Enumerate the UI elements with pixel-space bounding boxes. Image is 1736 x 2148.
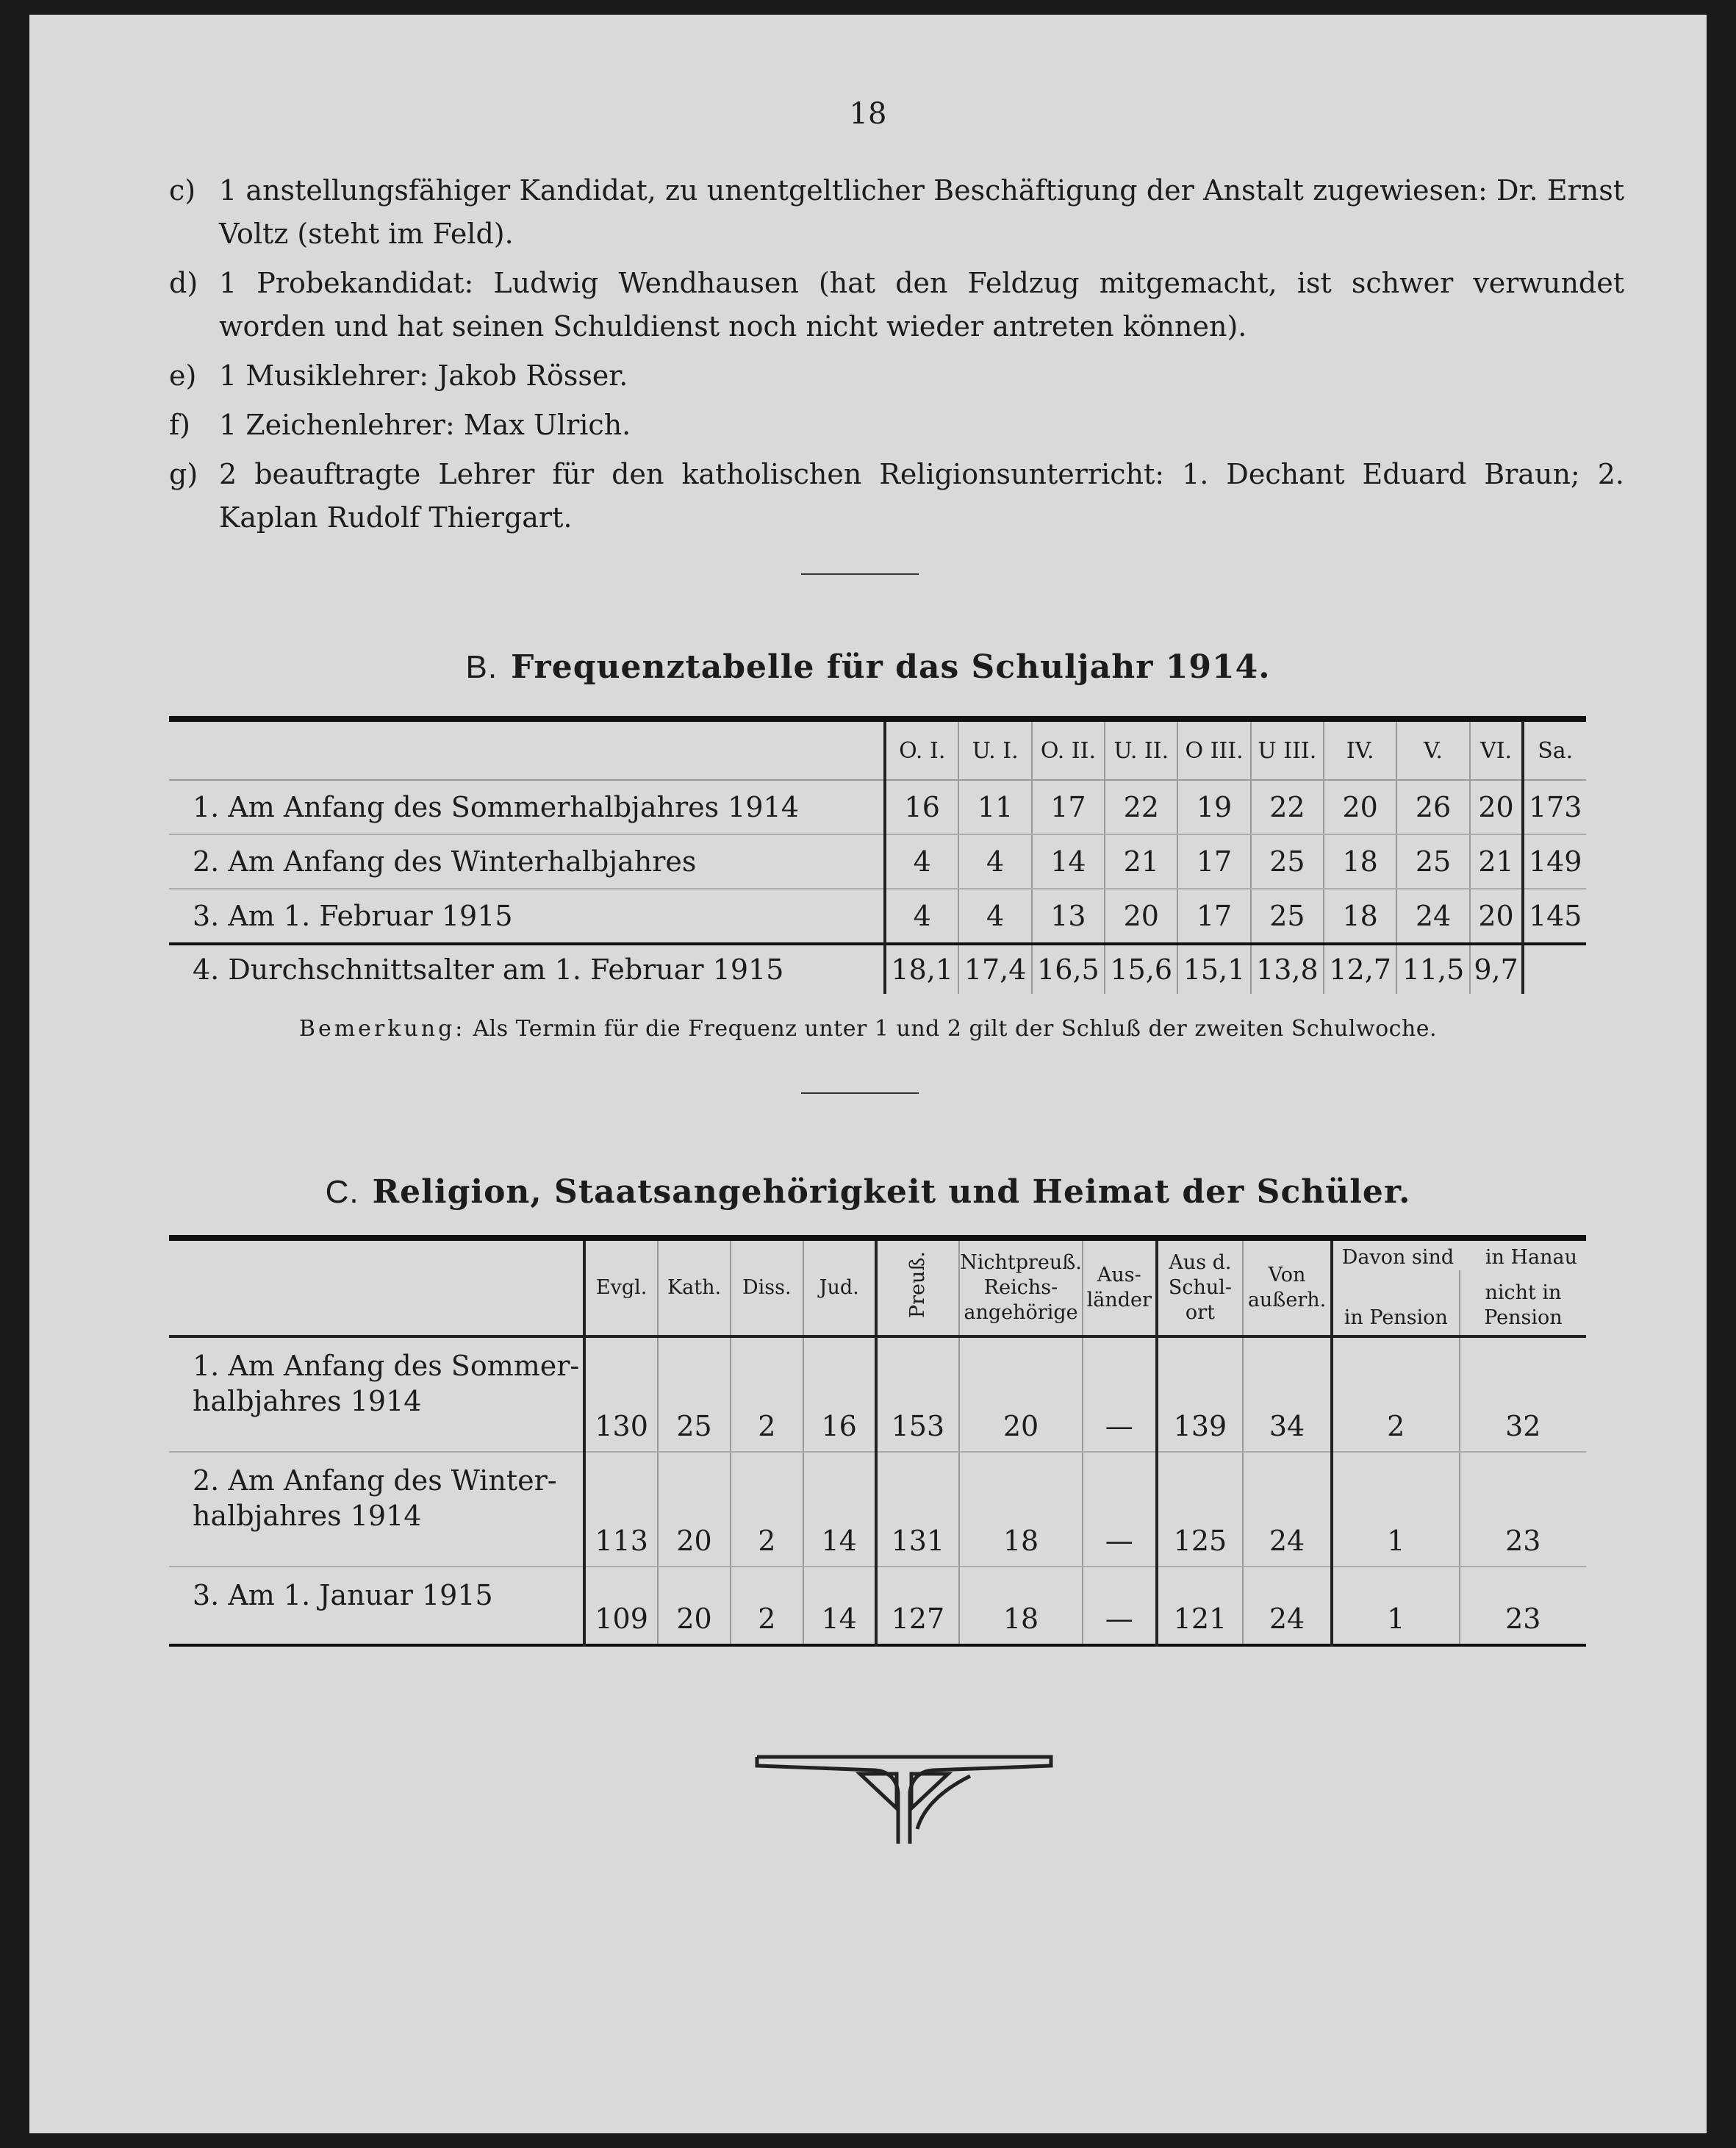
divider (801, 573, 919, 575)
staff-list (169, 169, 1624, 540)
table-row: 4. Durchschnittsalter am 1. Februar 1915 18,1 17,4 16,5 15,6 15,1 13,8 12,7 11,5 9,7 (169, 944, 1586, 994)
divider (801, 1092, 919, 1094)
table-row: 1. Am Anfang des Sommerhalbjahres 1914 16 11 17 22 19 22 20 26 20 173 (169, 780, 1586, 834)
table-row: 1. Am Anfang des Sommer-halbjahres 1914 130 25 2 16 153 20 — 139 34 2 32 (169, 1336, 1586, 1452)
table-header-row: Evgl. Kath. Diss. Jud. Preuß. Nichtpreuß. Reichs-angehörige Aus-länder Aus d. Schul-ort Von außerh. Davon sind in Hanau in Pension nicht in Pension (169, 1238, 1586, 1336)
table-row: 2. Am Anfang des Winter-halbjahres 1914 113 20 2 14 131 18 — 125 24 1 23 (169, 1452, 1586, 1567)
religion-citizenship-table (169, 1235, 1586, 1647)
section-b-heading: B. Frequenztabelle für das Schuljahr 1914. (465, 648, 1271, 686)
table-row: 3. Am 1. Februar 1915 4 4 13 20 17 25 18 24 20 145 (169, 889, 1586, 944)
staff-item: d) 1 Probekandidat: Ludwig Wendhausen (hat den Feldzug mitgemacht, ist schwer verwundet worden und hat seinen Schuldienst noch nicht wieder antreten können). (169, 267, 1624, 343)
staff-item: c) 1 anstellungsfähiger Kandidat, zu unentgeltlicher Beschäftigung der Anstalt zugewiesen: Dr. Ernst Voltz (steht im Feld). (169, 174, 1624, 250)
section-c-heading: C. Religion, Staatsangehörigkeit und Heimat der Schüler. (325, 1173, 1411, 1211)
table-header-row: O. I. U. I. O. II. U. II. O III. U III. IV. V. VI. Sa. (169, 719, 1586, 780)
table-row: 2. Am Anfang des Winterhalbjahres 4 4 14 21 17 25 18 25 21 149 (169, 834, 1586, 889)
staff-item: g) 2 beauftragte Lehrer für den katholischen Religionsunterricht: 1. Dechant Eduard Braun; 2. Kaplan Rudolf Thiergart. (169, 458, 1624, 534)
remark: Bemerkung: Als Termin für die Frequenz unter 1 und 2 gilt der Schluß der zweiten Schulwoche. (298, 1016, 1438, 1042)
staff-item: e) 1 Musiklehrer: Jakob Rösser. (169, 359, 628, 392)
frequency-table (169, 716, 1586, 994)
document-page (29, 15, 1707, 2133)
staff-item: f) 1 Zeichenlehrer: Max Ulrich. (169, 409, 631, 441)
table-row: 3. Am 1. Januar 1915 109 20 2 14 127 18 — 121 24 1 23 (169, 1567, 1586, 1645)
ornament-icon (750, 1741, 1058, 1851)
page-number: 18 (849, 97, 887, 131)
